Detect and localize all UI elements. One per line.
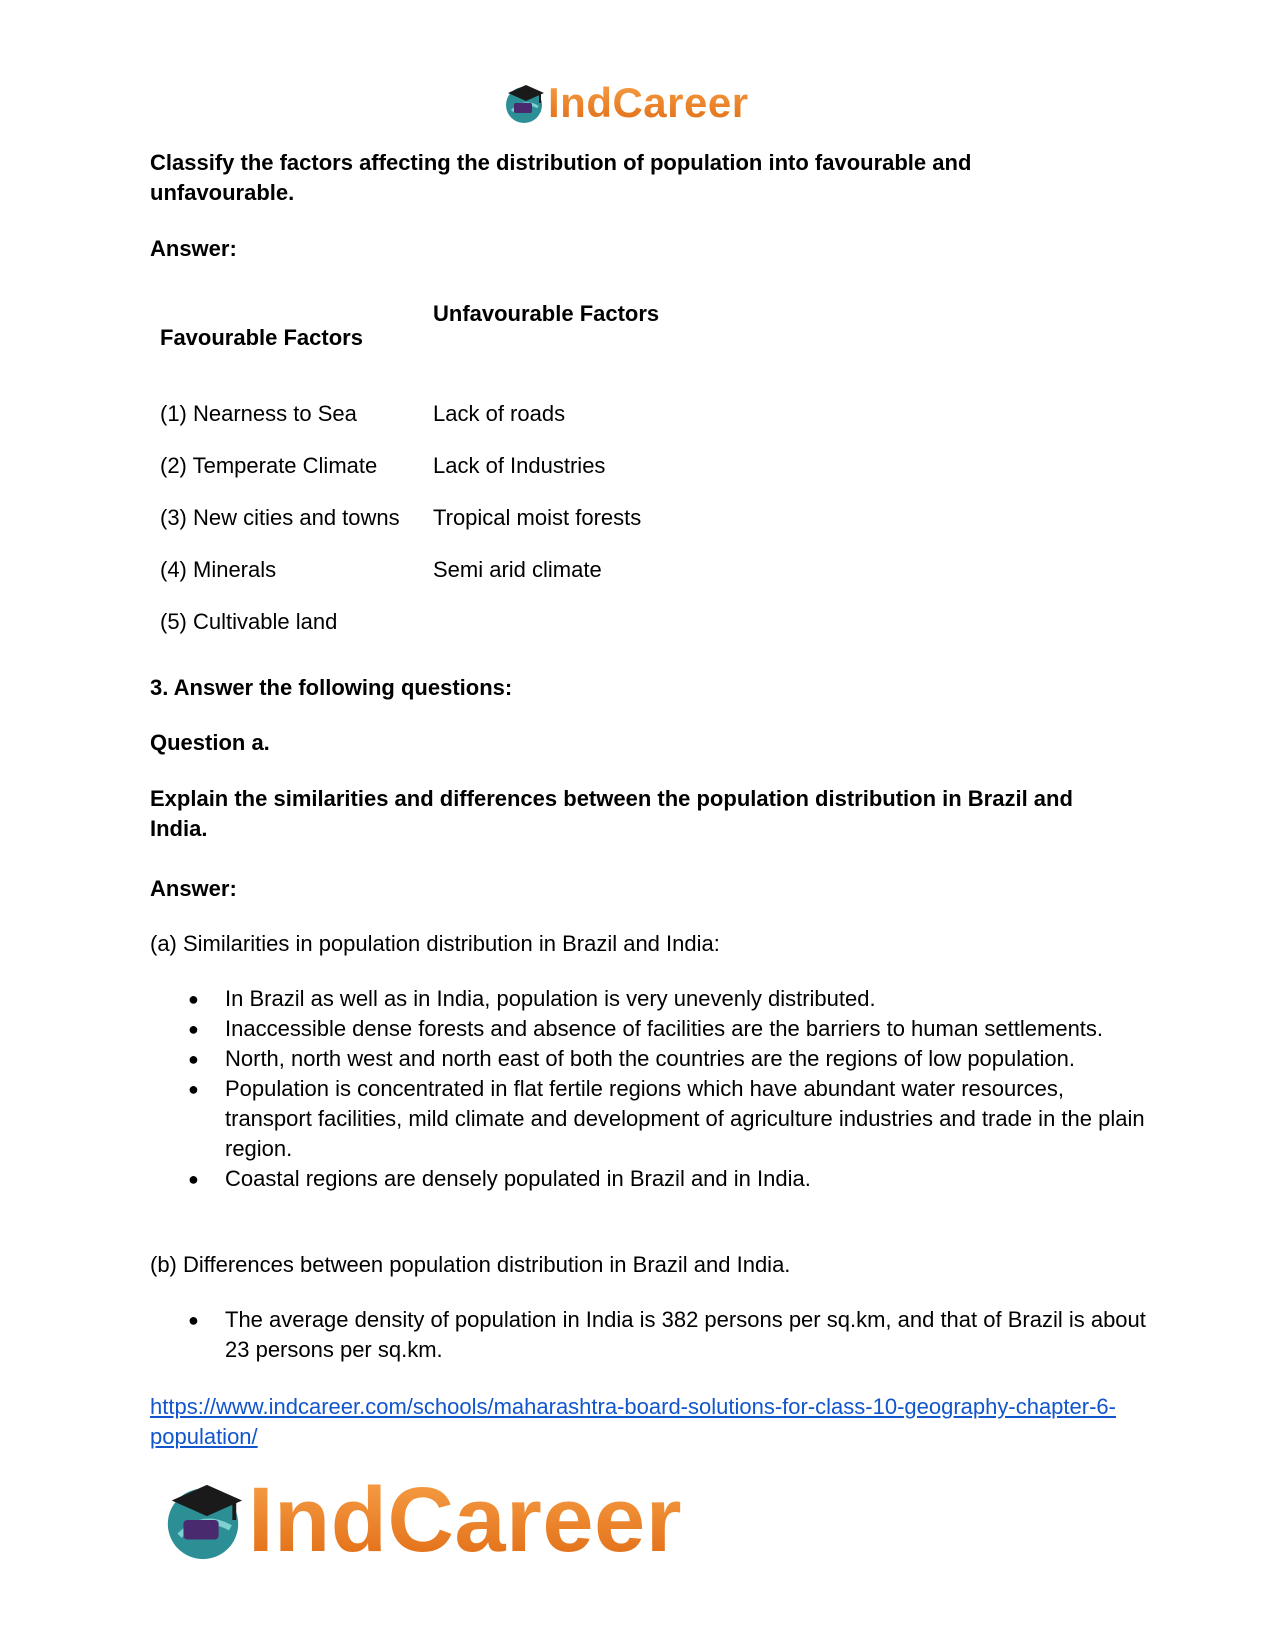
graduation-globe-icon <box>160 1477 246 1563</box>
graduation-globe-icon <box>502 81 546 125</box>
question-a-text: Explain the similarities and differences between the population distribution in Brazil and India. <box>150 786 1073 841</box>
answer-label-a: Answer: <box>150 876 237 901</box>
list-item: ● Population is concentrated in flat fertile regions which have abundant water resources, transport facilities, mild climate and development of agriculture industries and trade in the plain region. <box>188 1076 1145 1161</box>
table-cell: (3) New cities and towns <box>160 505 400 530</box>
list-item: ● The average density of population in India is 382 persons per sq.km, and that of Brazil is about 23 persons per sq.km. <box>188 1307 1146 1362</box>
bullet-icon: ● <box>188 1169 199 1189</box>
footer-logo <box>160 1470 682 1570</box>
source-link[interactable]: https://www.indcareer.com/schools/maharashtra-board-solutions-for-class-10-geography-chapter-6-population/ <box>150 1394 1116 1449</box>
similarities-list <box>188 984 1148 1194</box>
table-cell: Lack of Industries <box>433 453 606 478</box>
similarities-heading: (a) Similarities in population distribution in Brazil and India: <box>150 931 720 956</box>
bullet-icon: ● <box>188 1310 199 1330</box>
table-cell: Tropical moist forests <box>433 505 642 530</box>
table-cell: (1) Nearness to Sea <box>160 401 357 426</box>
question-a-label: Question a. <box>150 730 270 755</box>
differences-list <box>188 1305 1148 1365</box>
list-item: ● Coastal regions are densely populated in Brazil and in India. <box>188 1164 1148 1194</box>
table-cell: Lack of roads <box>433 401 566 426</box>
table-cell: (5) Cultivable land <box>160 609 338 634</box>
table-cell: (2) Temperate Climate <box>160 453 378 478</box>
section-heading: 3. Answer the following questions: <box>150 675 513 700</box>
bullet-icon: ● <box>188 1019 199 1039</box>
bullet-icon: ● <box>188 1049 199 1069</box>
list-item: ● In Brazil as well as in India, population is very unevenly distributed. <box>188 984 1148 1014</box>
table-header-unfavourable: Unfavourable Factors <box>433 301 660 326</box>
logo-wordmark: IndCareer <box>548 79 749 126</box>
table-header-favourable: Favourable Factors <box>160 325 363 350</box>
header-logo <box>502 78 749 128</box>
list-item: ● North, north west and north east of both the countries are the regions of low population. <box>188 1044 1148 1074</box>
table-cell: Semi arid climate <box>433 557 602 582</box>
answer-label-1: Answer: <box>150 236 237 261</box>
bullet-icon: ● <box>188 989 199 1009</box>
logo-wordmark: IndCareer <box>248 1469 682 1571</box>
question-1-text: Classify the factors affecting the distribution of population into favourable and unfavourable. <box>150 150 972 205</box>
table-cell: (4) Minerals <box>160 557 277 582</box>
bullet-icon: ● <box>188 1079 199 1099</box>
list-item: ● Inaccessible dense forests and absence of facilities are the barriers to human settlements. <box>188 1014 1148 1044</box>
differences-heading: (b) Differences between population distribution in Brazil and India. <box>150 1252 791 1277</box>
